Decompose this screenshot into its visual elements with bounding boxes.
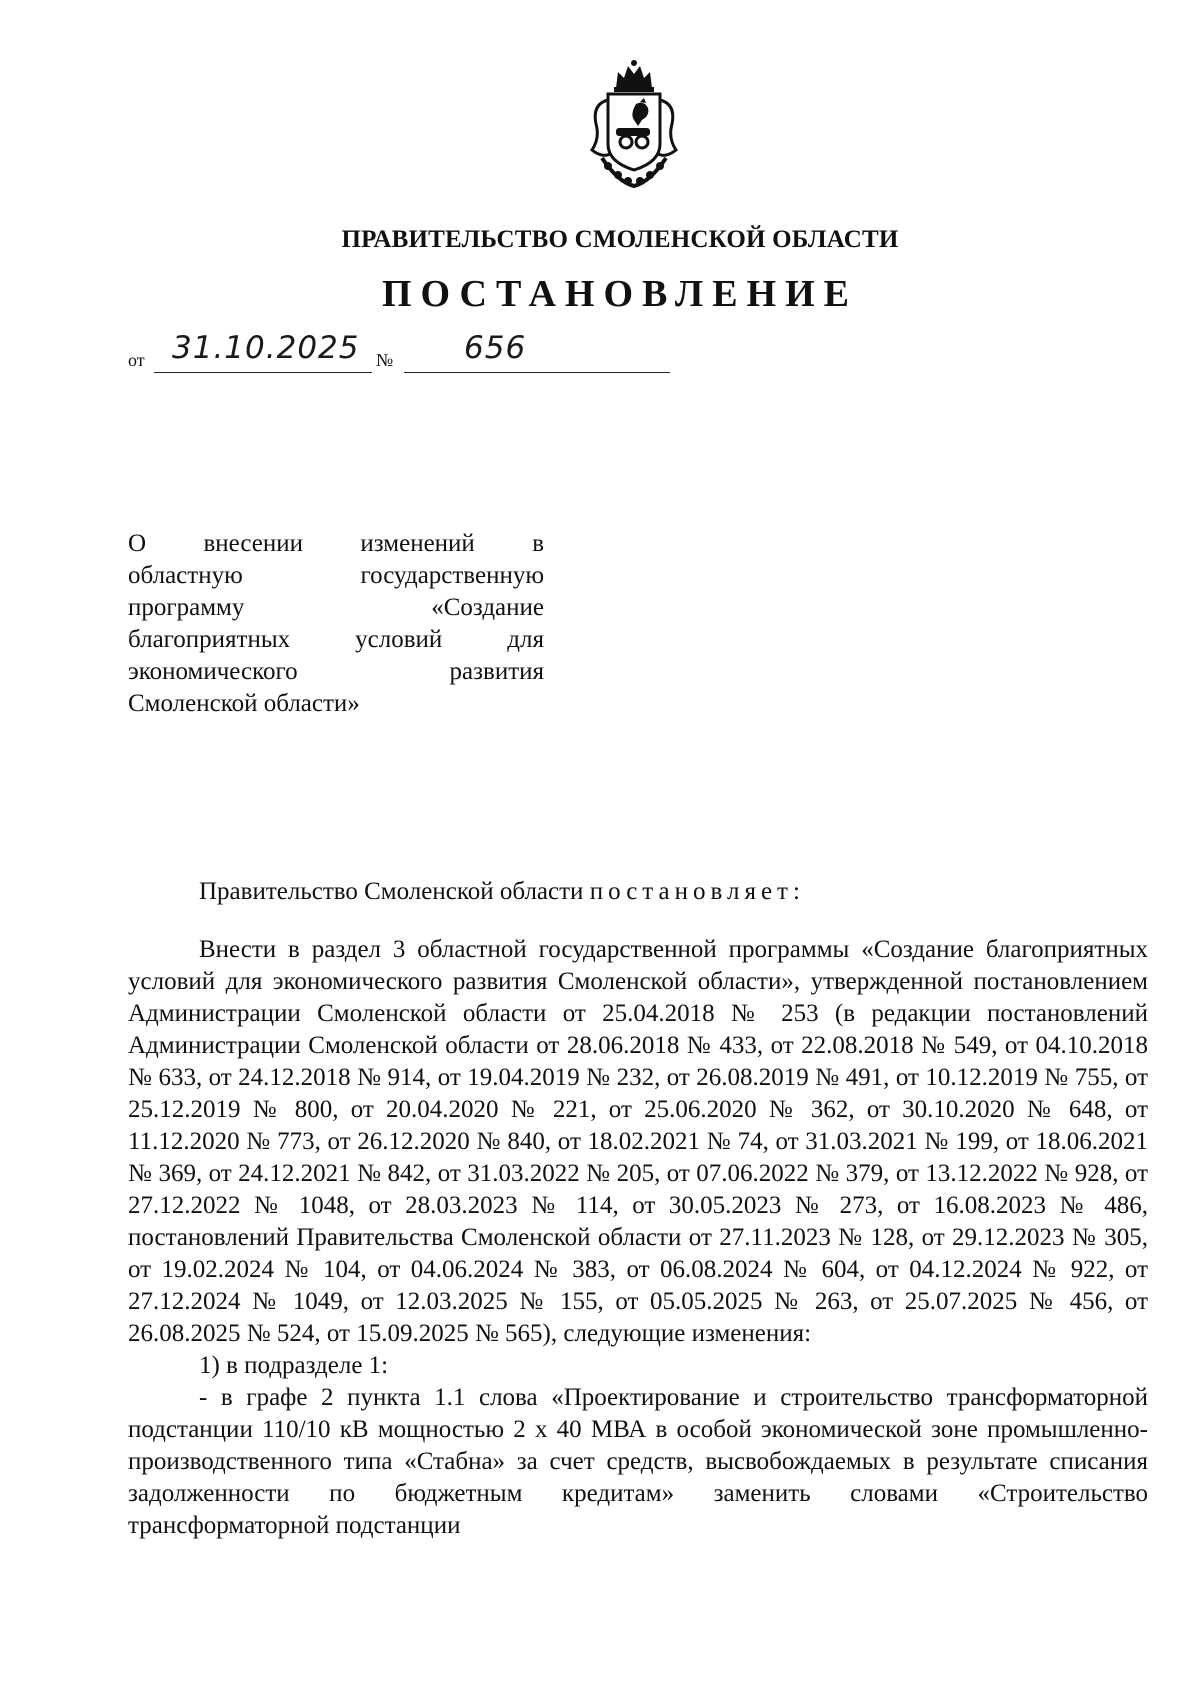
subject-line: О внесении изменений в [128, 530, 544, 557]
date-prefix: от [128, 350, 145, 370]
item-paragraph: 1) в подразделе 1: [199, 1352, 389, 1379]
date-underline [154, 372, 372, 373]
resolves-word: постановляет: [589, 878, 805, 905]
main-paragraph: Внести в раздел 3 областной государственной программы «Создание благоприятных условий для экономического развития Смоленской области», утвержденной постановлением Администрации Смоленской области от 25.04.2018 № 253 (в редакции постановлений Администрации Смоленской области от 28.06.2018 № 433, от 22.08.2018 № 549, от 04.10.2018 № 633, от 24.12.2018 № 914, от 19.04.2019 № 232, от 26.08.2019 № 491, от 10.12.2019 № 755, от 25.12.2019 № 800, от 20.04.2020 № 221, от 25.06.2020 № 362, от 30.10.2020 № 648, от 11.12.2020 № 773, от 26.12.2020 № 840, от 18.02.2021 № 74, от 31.03.2021 № 199, от 18.06.2021 № 369, от 24.12.2021 № 842, от 31.03.2022 № 205, от 07.06.2022 № 379, от 13.12.2022 № 928, от 27.12.2022 № 1048, от 28.03.2023 № 114, от 30.05.2023 № 273, от 16.08.2023 № 486, постановлений Правительства Смоленской области от 27.11.2023 № 128, от 29.12.2023 № 305, от 19.02.2024 № 104, от 04.06.2024 № 383, от 06.08.2024 № 604, от 04.12.2024 № 922, от 27.12.2024 № 1049, от 12.03.2025 № 155, от 05.05.2025 № 263, от 25.07.2025 № 456, от 26.08.2025 № 524, от 15.09.2025 № 565), следующие изменения: [128, 936, 1148, 1347]
subject-line: Смоленской области» [128, 690, 360, 717]
resolves-paragraph [128, 876, 1148, 908]
subject-line: программу «Создание [128, 594, 544, 621]
document-body [128, 876, 1148, 1542]
document-subject [128, 528, 544, 720]
subject-line: экономического развития [128, 658, 544, 685]
document-type-title: ПОСТАНОВЛЕНИЕ [381, 273, 859, 315]
government-title: ПРАВИТЕЛЬСТВО СМОЛЕНСКОЙ ОБЛАСТИ [341, 226, 899, 253]
handwritten-date: 31.10.2025 [172, 330, 360, 366]
number-prefix: № [376, 350, 394, 370]
dash-paragraph: - в графе 2 пункта 1.1 слова «Проектирование и строительство трансформаторной подстанции 110/10 кВ мощностью 2 х 40 МВА в особой экономической зоне промышленно-производственного типа «Стабна» за счет средств, высвобождаемых в результате списания задолженности по бюджетным кредитам» заменить словами «Строительство трансформаторной подстанции [128, 1384, 1148, 1539]
handwritten-number: 656 [464, 330, 527, 366]
resolves-lead: Правительство Смоленской области [199, 878, 590, 905]
smolensk-coat-of-arms-icon [578, 58, 690, 192]
subject-line: областную государственную [128, 562, 544, 589]
registration-line [128, 330, 688, 380]
number-underline [404, 372, 670, 373]
subject-line: благоприятных условий для [128, 626, 544, 653]
